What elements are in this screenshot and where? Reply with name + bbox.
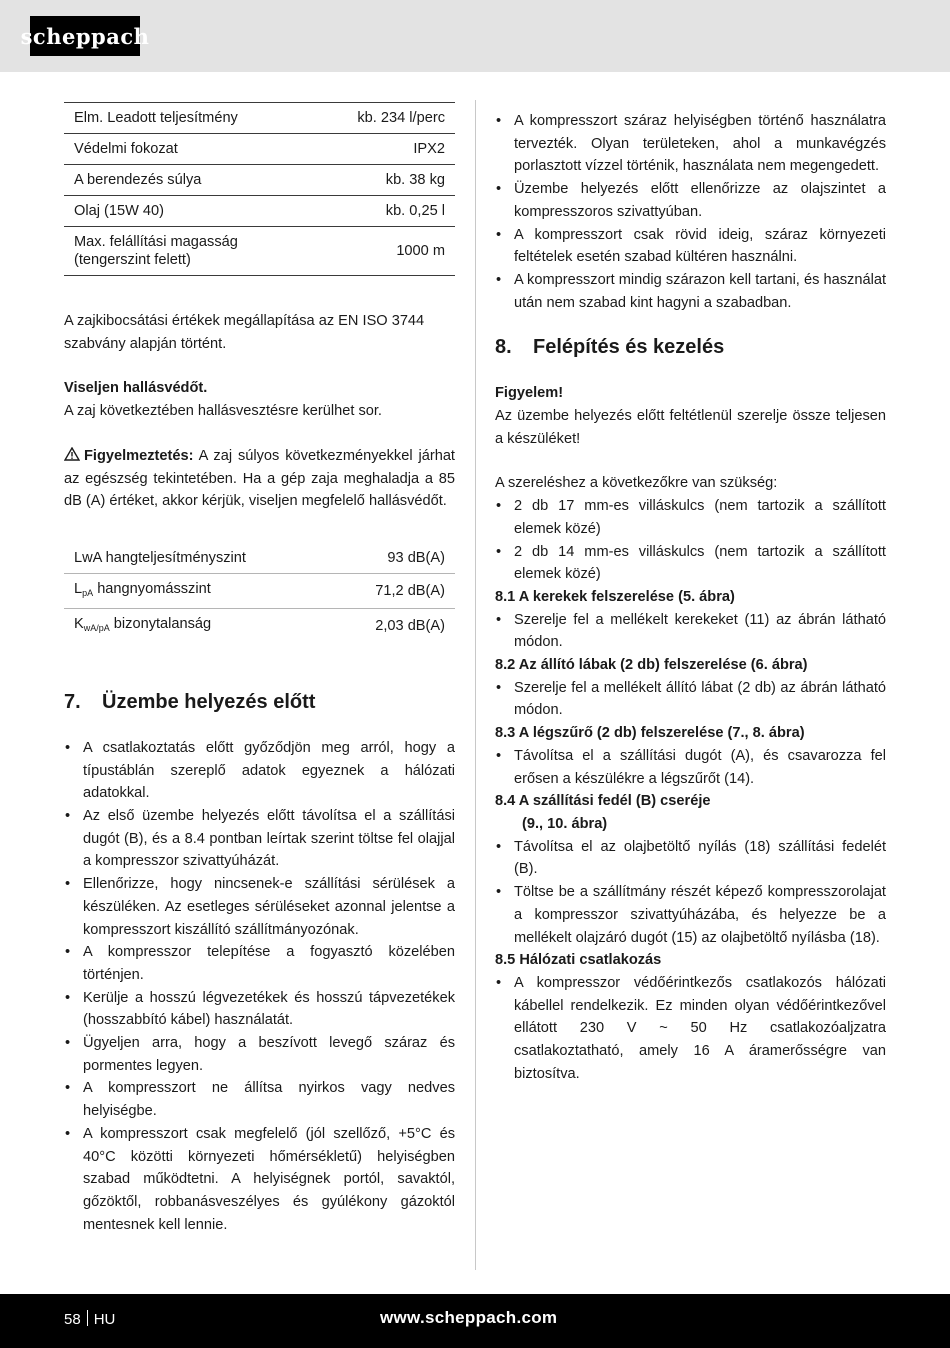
list-item: • Az első üzembe helyezés előtt távolítsa el a szállítási dugót (B), és a 8.4 pontban leírtak szerint töltse fel olajjal a kompresszor szivattyúházát. bbox=[64, 805, 455, 873]
subsection-8-2-list bbox=[495, 677, 886, 722]
section-title: Felépítés és kezelés bbox=[533, 336, 725, 359]
list-item: • Ügyeljen arra, hogy a beszívott levegő száraz és pormentes legyen. bbox=[64, 1032, 455, 1077]
table-row bbox=[64, 134, 455, 165]
table-row bbox=[64, 227, 455, 276]
warning-text: A zaj súlyos következményekkel járhat az egészség tekintetében. Ha a gép zaja meghaladja a 85 dB (A) értéket, akkor kérjük, viseljen megfelelő hallásvédőt. bbox=[64, 447, 455, 510]
list-item: • A csatlakoztatás előtt győződjön meg arról, hogy a típustáblán szereplő adatok egyeznek a hálózati adatokkal. bbox=[64, 737, 455, 805]
subsection-8-4-list bbox=[495, 836, 886, 950]
noise-label-text: bizonytalanság bbox=[109, 615, 212, 632]
spec-value: IPX2 bbox=[314, 134, 455, 165]
website-url: www.scheppach.com bbox=[380, 1308, 558, 1327]
subsection-8-5-title: 8.5 Hálózati csatlakozás bbox=[495, 952, 662, 969]
list-item: • Kerülje a hosszú légvezetékek és hosszú tápvezetékek (hosszabbító kábel) használatát. bbox=[64, 987, 455, 1032]
table-row bbox=[64, 573, 455, 608]
section-7-heading bbox=[64, 689, 455, 715]
spec-label: A berendezés súlya bbox=[64, 165, 314, 196]
list-item: • Távolítsa el a szállítási dugót (A), és csavarozza fel erősen a készülékre a légszűrőt (14). bbox=[495, 745, 886, 790]
subsection-8-3-list bbox=[495, 745, 886, 790]
spec-label: Elm. Leadott teljesítmény bbox=[64, 103, 314, 134]
table-row bbox=[64, 165, 455, 196]
right-top-list bbox=[495, 110, 886, 314]
list-item: • Töltse be a szállítmány részét képező kompresszorolajat a kompresszor szivattyúházába, és helyezze be a mellékelt olajzáró dugót (15) az olajbetöltő nyílásba (18). bbox=[495, 881, 886, 949]
list-item: • A kompresszort csak rövid ideig, száraz környezeti feltételek esetén szabad kültéren használni. bbox=[495, 224, 886, 269]
spec-label: Védelmi fokozat bbox=[64, 134, 314, 165]
subsection-8-1-list bbox=[495, 609, 886, 654]
noise-subscript: wA/pA bbox=[83, 622, 110, 633]
right-column bbox=[495, 110, 886, 1085]
noise-intro: A zajkibocsátási értékek megállapítása az EN ISO 3744 szabvány alapján történt. bbox=[64, 313, 425, 352]
list-item: • A kompresszor telepítése a fogyasztó közelében történjen. bbox=[64, 941, 455, 986]
spec-value: 1000 m bbox=[314, 227, 455, 276]
list-item: • A kompresszort csak megfelelő (jól szellőző, +5°C és 40°C közötti környezeti hőmérsékletű) helyiségben szabad működtetni. A helyiségnek portól, savaktól, gőzöktől, robbanásveszélyes és gyúlékony gázoktól mentesnek kell lennie. bbox=[64, 1123, 455, 1237]
list-item: • A kompresszor védőérintkezős csatlakozós hálózati kábellel rendelkezik. Ez minden olyan védőérintkezővel ellátott 230 V ~ 50 Hz csatlakozóaljzatra csatlakoztatható, amely 16 A áramerősségre van biztosítva. bbox=[495, 972, 886, 1086]
language-code: HU bbox=[93, 1311, 116, 1328]
warning-label: Figyelmeztetés: bbox=[84, 447, 194, 464]
table-row bbox=[64, 196, 455, 227]
header-band bbox=[0, 0, 950, 72]
subsection-8-5-list bbox=[495, 972, 886, 1086]
noise-label: LwA hangteljesítményszint bbox=[74, 549, 246, 566]
subsection-8-2-title: 8.2 Az állító lábak (2 db) felszerelése (6. ábra) bbox=[495, 657, 808, 674]
attention-text: Az üzembe helyezés előtt feltétlenül szerelje össze teljesen a készüléket! bbox=[495, 408, 886, 447]
list-item: • A kompresszort ne állítsa nyirkos vagy nedves helyiségbe. bbox=[64, 1077, 455, 1122]
section-7-list bbox=[64, 737, 455, 1236]
spec-value: kb. 234 l/perc bbox=[314, 103, 455, 134]
brand-logo: scheppach bbox=[30, 16, 140, 56]
attention-title: Figyelem! bbox=[495, 385, 564, 402]
list-item: • 2 db 14 mm-es villáskulcs (nem tartozik a szállított elemek közé) bbox=[495, 541, 886, 586]
noise-subscript: pA bbox=[82, 587, 94, 598]
footer-separator bbox=[87, 1310, 88, 1326]
spec-value: kb. 0,25 l bbox=[314, 196, 455, 227]
subsection-8-4-title bbox=[495, 790, 886, 835]
noise-symbol: L bbox=[74, 580, 83, 597]
spec-label: Max. felállítási magasság (tengerszint felett) bbox=[64, 227, 314, 276]
page-number bbox=[64, 1310, 115, 1328]
spec-value: kb. 38 kg bbox=[314, 165, 455, 196]
column-divider bbox=[475, 100, 476, 1270]
noise-table bbox=[64, 543, 455, 643]
table-row bbox=[64, 543, 455, 574]
subsection-title: 8.4 A szállítási fedél (B) cseréje bbox=[495, 793, 711, 810]
page-number-value: 58 bbox=[64, 1311, 81, 1328]
subsection-8-1-title: 8.1 A kerekek felszerelése (5. ábra) bbox=[495, 588, 735, 605]
list-item: • Szerelje fel a mellékelt kerekeket (11) az ábrán látható módon. bbox=[495, 609, 886, 654]
list-item: • Szerelje fel a mellékelt állító lábat (2 db) az ábrán látható módon. bbox=[495, 677, 886, 722]
warning-icon bbox=[64, 447, 80, 461]
table-row bbox=[64, 103, 455, 134]
tools-intro: A szereléshez a következőkre van szükség: bbox=[495, 475, 778, 492]
spec-label: Olaj (15W 40) bbox=[64, 196, 314, 227]
noise-label-text: hangnyomásszint bbox=[93, 580, 211, 597]
list-item: • Távolítsa el az olajbetöltő nyílás (18) szállítási fedelét (B). bbox=[495, 836, 886, 881]
list-item: • A kompresszort száraz helyiségben történő használatra tervezték. Olyan területeken, ahol a munkavégzés porlasztott vízzel történik, használata nem megengedett. bbox=[495, 110, 886, 178]
hearing-title: Viseljen hallásvédőt. bbox=[64, 380, 208, 397]
list-item: • Üzembe helyezés előtt ellenőrizze az olajszintet a kompresszoros szivattyúban. bbox=[495, 178, 886, 223]
noise-label bbox=[64, 573, 330, 608]
noise-symbol: K bbox=[74, 615, 84, 632]
hearing-text: A zaj következtében hallásvesztésre kerülhet sor. bbox=[64, 403, 382, 420]
noise-value: 71,2 dB(A) bbox=[330, 573, 455, 608]
table-row bbox=[64, 608, 455, 643]
section-number: 8. bbox=[495, 336, 512, 359]
warning-paragraph bbox=[64, 445, 455, 513]
section-8-heading bbox=[495, 334, 886, 360]
noise-label bbox=[64, 608, 330, 643]
tools-list bbox=[495, 495, 886, 586]
footer-band bbox=[0, 1294, 950, 1348]
noise-value: 2,03 dB(A) bbox=[330, 608, 455, 643]
section-title: Üzembe helyezés előtt bbox=[102, 690, 316, 713]
subsection-title-cont: (9., 10. ábra) bbox=[522, 815, 608, 832]
list-item: • Ellenőrizze, hogy nincsenek-e szállítási sérülések a készüléken. Az esetleges sérüléseket azonnal jelentse a kompresszort kiszállító szállítmányozónak. bbox=[64, 873, 455, 941]
section-number: 7. bbox=[64, 690, 81, 713]
left-column bbox=[64, 102, 455, 1236]
list-item: • A kompresszort mindig szárazon kell tartani, és használat után nem szabad kint hagyni a szabadban. bbox=[495, 269, 886, 314]
noise-value: 93 dB(A) bbox=[387, 549, 445, 566]
list-item: • 2 db 17 mm-es villáskulcs (nem tartozik a szállított elemek közé) bbox=[495, 495, 886, 540]
subsection-8-3-title: 8.3 A légszűrő (2 db) felszerelése (7., 8. ábra) bbox=[495, 725, 805, 742]
spec-table bbox=[64, 102, 455, 276]
